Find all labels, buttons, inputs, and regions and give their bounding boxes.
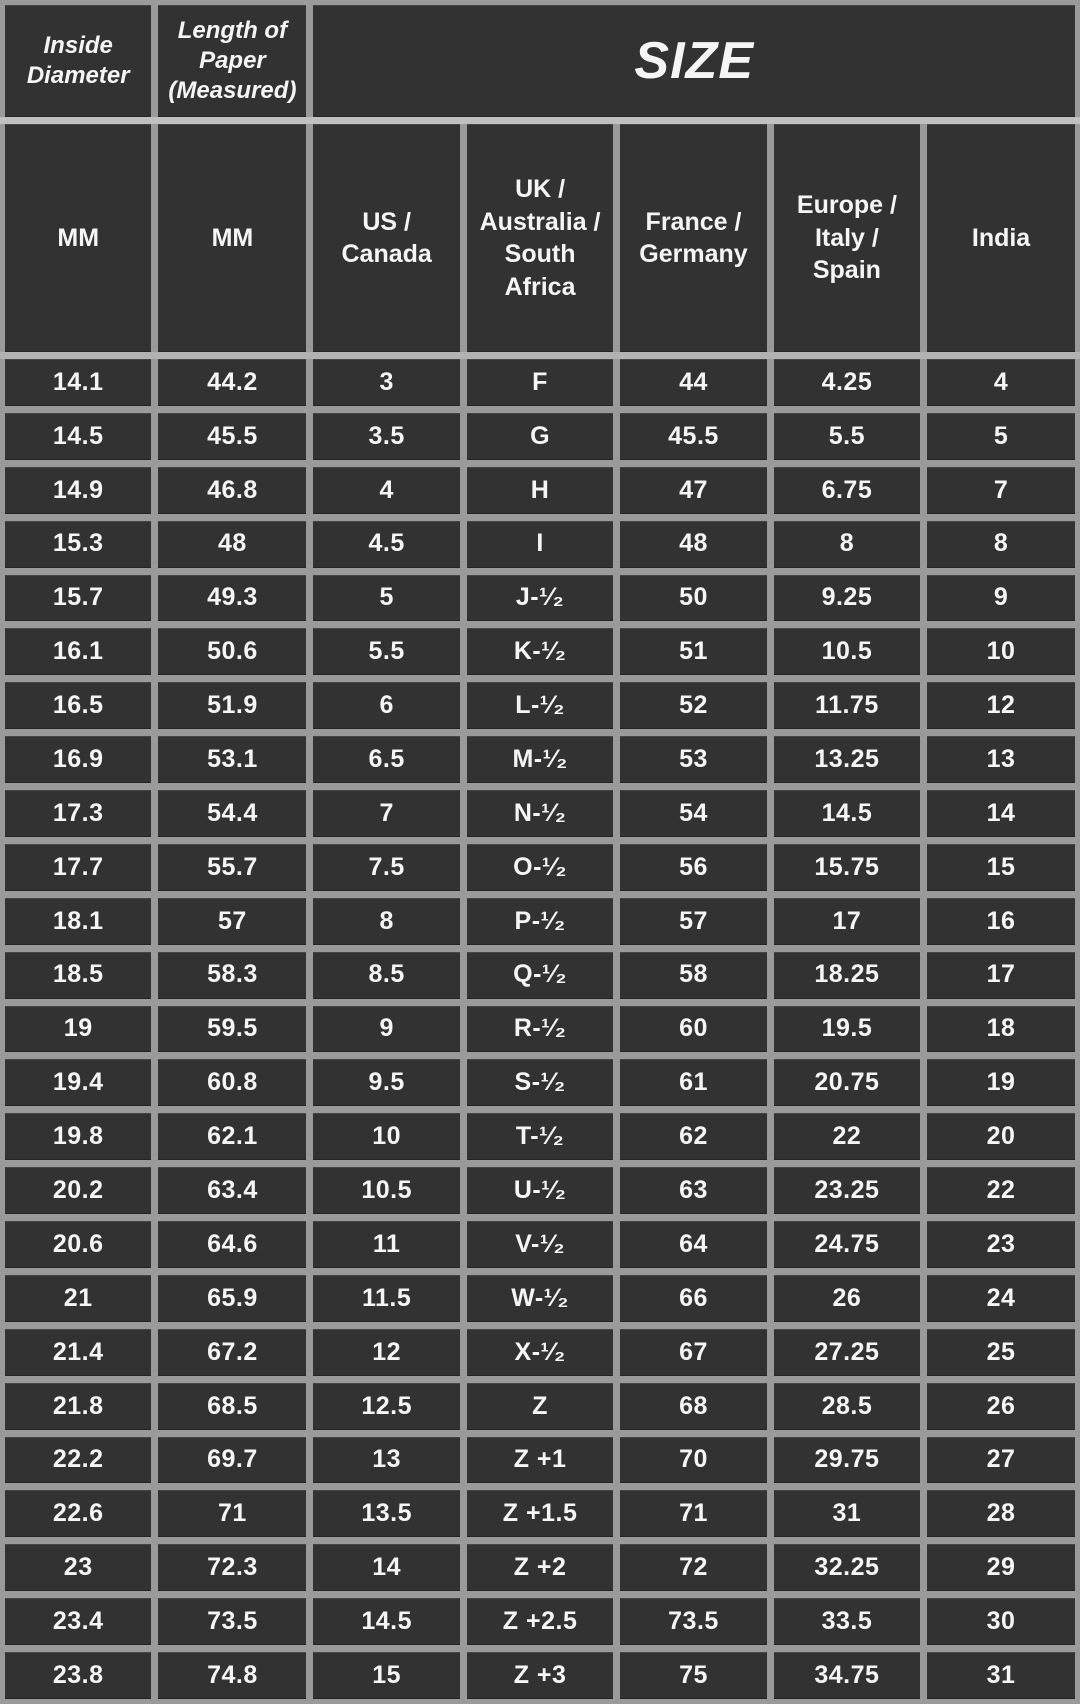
cell-india-row16: 22 xyxy=(927,1167,1075,1214)
cell-inside-diameter-mm-row4: 15.3 xyxy=(5,521,151,568)
cell-india-row12: 17 xyxy=(927,952,1075,999)
cell-paper-length-mm-row14: 60.8 xyxy=(158,1059,306,1106)
cell-india-row11: 16 xyxy=(927,898,1075,945)
cell-us-canada-row11: 8 xyxy=(313,898,459,945)
cell-uk-aus-sa-row2: G xyxy=(467,413,613,460)
cell-paper-length-mm-row8: 53.1 xyxy=(158,736,306,783)
cell-france-germany-row14: 61 xyxy=(620,1059,766,1106)
cell-us-canada-row23: 14 xyxy=(313,1544,459,1591)
cell-india-row10: 15 xyxy=(927,844,1075,891)
cell-europe-italy-spain-row19: 27.25 xyxy=(774,1329,920,1376)
cell-europe-italy-spain-row23: 32.25 xyxy=(774,1544,920,1591)
cell-paper-length-mm-row15: 62.1 xyxy=(158,1113,306,1160)
cell-inside-diameter-mm-row17: 20.6 xyxy=(5,1221,151,1268)
cell-india-row7: 12 xyxy=(927,682,1075,729)
cell-inside-diameter-mm-row8: 16.9 xyxy=(5,736,151,783)
cell-europe-italy-spain-row24: 33.5 xyxy=(774,1598,920,1645)
cell-india-row19: 25 xyxy=(927,1329,1075,1376)
cell-inside-diameter-mm-row10: 17.7 xyxy=(5,844,151,891)
cell-europe-italy-spain-row11: 17 xyxy=(774,898,920,945)
cell-paper-length-mm-row17: 64.6 xyxy=(158,1221,306,1268)
cell-us-canada-row16: 10.5 xyxy=(313,1167,459,1214)
cell-us-canada-row10: 7.5 xyxy=(313,844,459,891)
cell-europe-italy-spain-row17: 24.75 xyxy=(774,1221,920,1268)
cell-inside-diameter-mm-row9: 17.3 xyxy=(5,790,151,837)
cell-uk-aus-sa-row6: K-¹⁄₂ xyxy=(467,628,613,675)
cell-france-germany-row8: 53 xyxy=(620,736,766,783)
cell-india-row2: 5 xyxy=(927,413,1075,460)
cell-paper-length-mm-row5: 49.3 xyxy=(158,575,306,622)
cell-paper-length-mm-row9: 54.4 xyxy=(158,790,306,837)
cell-uk-aus-sa-row13: R-¹⁄₂ xyxy=(467,1006,613,1053)
cell-us-canada-row22: 13.5 xyxy=(313,1490,459,1537)
cell-france-germany-row1: 44 xyxy=(620,359,766,406)
cell-europe-italy-spain-row9: 14.5 xyxy=(774,790,920,837)
cell-europe-italy-spain-row15: 22 xyxy=(774,1113,920,1160)
cell-inside-diameter-mm-row1: 14.1 xyxy=(5,359,151,406)
cell-paper-length-mm-row6: 50.6 xyxy=(158,628,306,675)
cell-france-germany-row6: 51 xyxy=(620,628,766,675)
cell-uk-aus-sa-row21: Z +1 xyxy=(467,1437,613,1484)
cell-us-canada-row13: 9 xyxy=(313,1006,459,1053)
cell-us-canada-row18: 11.5 xyxy=(313,1275,459,1322)
cell-us-canada-row14: 9.5 xyxy=(313,1059,459,1106)
cell-uk-aus-sa-row17: V-¹⁄₂ xyxy=(467,1221,613,1268)
cell-india-row8: 13 xyxy=(927,736,1075,783)
cell-uk-aus-sa-row20: Z xyxy=(467,1383,613,1430)
cell-france-germany-row10: 56 xyxy=(620,844,766,891)
cell-uk-aus-sa-row3: H xyxy=(467,467,613,514)
cell-france-germany-row23: 72 xyxy=(620,1544,766,1591)
subheader-india: India xyxy=(927,124,1075,352)
cell-india-row9: 14 xyxy=(927,790,1075,837)
cell-us-canada-row2: 3.5 xyxy=(313,413,459,460)
cell-inside-diameter-mm-row15: 19.8 xyxy=(5,1113,151,1160)
cell-inside-diameter-mm-row2: 14.5 xyxy=(5,413,151,460)
cell-india-row15: 20 xyxy=(927,1113,1075,1160)
cell-france-germany-row16: 63 xyxy=(620,1167,766,1214)
cell-france-germany-row12: 58 xyxy=(620,952,766,999)
cell-uk-aus-sa-row4: I xyxy=(467,521,613,568)
cell-france-germany-row13: 60 xyxy=(620,1006,766,1053)
cell-inside-diameter-mm-row21: 22.2 xyxy=(5,1437,151,1484)
cell-uk-aus-sa-row8: M-¹⁄₂ xyxy=(467,736,613,783)
cell-india-row3: 7 xyxy=(927,467,1075,514)
cell-europe-italy-spain-row10: 15.75 xyxy=(774,844,920,891)
cell-india-row18: 24 xyxy=(927,1275,1075,1322)
cell-uk-aus-sa-row14: S-¹⁄₂ xyxy=(467,1059,613,1106)
cell-europe-italy-spain-row3: 6.75 xyxy=(774,467,920,514)
cell-inside-diameter-mm-row23: 23 xyxy=(5,1544,151,1591)
cell-india-row21: 27 xyxy=(927,1437,1075,1484)
cell-india-row13: 18 xyxy=(927,1006,1075,1053)
cell-europe-italy-spain-row22: 31 xyxy=(774,1490,920,1537)
cell-india-row17: 23 xyxy=(927,1221,1075,1268)
cell-europe-italy-spain-row6: 10.5 xyxy=(774,628,920,675)
cell-india-row14: 19 xyxy=(927,1059,1075,1106)
cell-inside-diameter-mm-row7: 16.5 xyxy=(5,682,151,729)
cell-paper-length-mm-row10: 55.7 xyxy=(158,844,306,891)
cell-india-row1: 4 xyxy=(927,359,1075,406)
header-size-title: SIZE xyxy=(313,5,1075,117)
cell-us-canada-row15: 10 xyxy=(313,1113,459,1160)
cell-europe-italy-spain-row20: 28.5 xyxy=(774,1383,920,1430)
cell-france-germany-row19: 67 xyxy=(620,1329,766,1376)
cell-us-canada-row21: 13 xyxy=(313,1437,459,1484)
cell-paper-length-mm-row19: 67.2 xyxy=(158,1329,306,1376)
cell-uk-aus-sa-row18: W-¹⁄₂ xyxy=(467,1275,613,1322)
cell-france-germany-row20: 68 xyxy=(620,1383,766,1430)
cell-europe-italy-spain-row13: 19.5 xyxy=(774,1006,920,1053)
cell-europe-italy-spain-row7: 11.75 xyxy=(774,682,920,729)
cell-inside-diameter-mm-row24: 23.4 xyxy=(5,1598,151,1645)
cell-europe-italy-spain-row21: 29.75 xyxy=(774,1437,920,1484)
cell-us-canada-row7: 6 xyxy=(313,682,459,729)
cell-france-germany-row9: 54 xyxy=(620,790,766,837)
cell-inside-diameter-mm-row22: 22.6 xyxy=(5,1490,151,1537)
cell-france-germany-row4: 48 xyxy=(620,521,766,568)
cell-india-row20: 26 xyxy=(927,1383,1075,1430)
cell-europe-italy-spain-row25: 34.75 xyxy=(774,1652,920,1699)
cell-paper-length-mm-row2: 45.5 xyxy=(158,413,306,460)
cell-us-canada-row8: 6.5 xyxy=(313,736,459,783)
cell-uk-aus-sa-row5: J-¹⁄₂ xyxy=(467,575,613,622)
cell-france-germany-row15: 62 xyxy=(620,1113,766,1160)
subheader-us-canada: US / Canada xyxy=(313,124,459,352)
cell-inside-diameter-mm-row19: 21.4 xyxy=(5,1329,151,1376)
cell-paper-length-mm-row12: 58.3 xyxy=(158,952,306,999)
cell-inside-diameter-mm-row25: 23.8 xyxy=(5,1652,151,1699)
cell-inside-diameter-mm-row5: 15.7 xyxy=(5,575,151,622)
cell-india-row25: 31 xyxy=(927,1652,1075,1699)
cell-inside-diameter-mm-row16: 20.2 xyxy=(5,1167,151,1214)
cell-uk-aus-sa-row7: L-¹⁄₂ xyxy=(467,682,613,729)
cell-uk-aus-sa-row15: T-¹⁄₂ xyxy=(467,1113,613,1160)
cell-europe-italy-spain-row16: 23.25 xyxy=(774,1167,920,1214)
cell-paper-length-mm-row23: 72.3 xyxy=(158,1544,306,1591)
cell-inside-diameter-mm-row18: 21 xyxy=(5,1275,151,1322)
cell-paper-length-mm-row20: 68.5 xyxy=(158,1383,306,1430)
cell-france-germany-row22: 71 xyxy=(620,1490,766,1537)
cell-france-germany-row21: 70 xyxy=(620,1437,766,1484)
cell-europe-italy-spain-row4: 8 xyxy=(774,521,920,568)
cell-uk-aus-sa-row23: Z +2 xyxy=(467,1544,613,1591)
cell-us-canada-row5: 5 xyxy=(313,575,459,622)
cell-us-canada-row25: 15 xyxy=(313,1652,459,1699)
cell-paper-length-mm-row13: 59.5 xyxy=(158,1006,306,1053)
cell-inside-diameter-mm-row12: 18.5 xyxy=(5,952,151,999)
cell-paper-length-mm-row1: 44.2 xyxy=(158,359,306,406)
cell-us-canada-row9: 7 xyxy=(313,790,459,837)
cell-us-canada-row12: 8.5 xyxy=(313,952,459,999)
cell-europe-italy-spain-row1: 4.25 xyxy=(774,359,920,406)
subheader-paper-length-mm: MM xyxy=(158,124,306,352)
cell-france-germany-row2: 45.5 xyxy=(620,413,766,460)
cell-india-row24: 30 xyxy=(927,1598,1075,1645)
cell-europe-italy-spain-row8: 13.25 xyxy=(774,736,920,783)
subheader-france-germany: France / Germany xyxy=(620,124,766,352)
cell-uk-aus-sa-row11: P-¹⁄₂ xyxy=(467,898,613,945)
cell-paper-length-mm-row24: 73.5 xyxy=(158,1598,306,1645)
cell-uk-aus-sa-row1: F xyxy=(467,359,613,406)
cell-uk-aus-sa-row12: Q-¹⁄₂ xyxy=(467,952,613,999)
header-length-of-paper: Length of Paper (Measured) xyxy=(158,5,306,117)
cell-europe-italy-spain-row14: 20.75 xyxy=(774,1059,920,1106)
cell-us-canada-row20: 12.5 xyxy=(313,1383,459,1430)
cell-france-germany-row7: 52 xyxy=(620,682,766,729)
cell-us-canada-row17: 11 xyxy=(313,1221,459,1268)
cell-inside-diameter-mm-row13: 19 xyxy=(5,1006,151,1053)
cell-europe-italy-spain-row12: 18.25 xyxy=(774,952,920,999)
cell-france-germany-row5: 50 xyxy=(620,575,766,622)
cell-us-canada-row1: 3 xyxy=(313,359,459,406)
cell-india-row4: 8 xyxy=(927,521,1075,568)
cell-france-germany-row11: 57 xyxy=(620,898,766,945)
cell-us-canada-row6: 5.5 xyxy=(313,628,459,675)
cell-india-row23: 29 xyxy=(927,1544,1075,1591)
cell-paper-length-mm-row22: 71 xyxy=(158,1490,306,1537)
cell-uk-aus-sa-row22: Z +1.5 xyxy=(467,1490,613,1537)
cell-us-canada-row19: 12 xyxy=(313,1329,459,1376)
cell-europe-italy-spain-row2: 5.5 xyxy=(774,413,920,460)
cell-uk-aus-sa-row25: Z +3 xyxy=(467,1652,613,1699)
cell-paper-length-mm-row7: 51.9 xyxy=(158,682,306,729)
cell-india-row6: 10 xyxy=(927,628,1075,675)
cell-paper-length-mm-row21: 69.7 xyxy=(158,1437,306,1484)
cell-inside-diameter-mm-row3: 14.9 xyxy=(5,467,151,514)
cell-france-germany-row17: 64 xyxy=(620,1221,766,1268)
cell-paper-length-mm-row18: 65.9 xyxy=(158,1275,306,1322)
cell-us-canada-row24: 14.5 xyxy=(313,1598,459,1645)
cell-india-row22: 28 xyxy=(927,1490,1075,1537)
subheader-uk-australia-south-africa: UK / Australia / South Africa xyxy=(467,124,613,352)
cell-paper-length-mm-row25: 74.8 xyxy=(158,1652,306,1699)
cell-inside-diameter-mm-row14: 19.4 xyxy=(5,1059,151,1106)
cell-uk-aus-sa-row10: O-¹⁄₂ xyxy=(467,844,613,891)
cell-inside-diameter-mm-row11: 18.1 xyxy=(5,898,151,945)
cell-uk-aus-sa-row16: U-¹⁄₂ xyxy=(467,1167,613,1214)
cell-france-germany-row3: 47 xyxy=(620,467,766,514)
cell-paper-length-mm-row4: 48 xyxy=(158,521,306,568)
cell-france-germany-row24: 73.5 xyxy=(620,1598,766,1645)
subheader-europe-italy-spain: Europe / Italy / Spain xyxy=(774,124,920,352)
cell-france-germany-row18: 66 xyxy=(620,1275,766,1322)
cell-france-germany-row25: 75 xyxy=(620,1652,766,1699)
cell-india-row5: 9 xyxy=(927,575,1075,622)
header-inside-diameter: Inside Diameter xyxy=(5,5,151,117)
cell-us-canada-row3: 4 xyxy=(313,467,459,514)
subheader-inside-diameter-mm: MM xyxy=(5,124,151,352)
cell-uk-aus-sa-row24: Z +2.5 xyxy=(467,1598,613,1645)
cell-paper-length-mm-row11: 57 xyxy=(158,898,306,945)
cell-uk-aus-sa-row9: N-¹⁄₂ xyxy=(467,790,613,837)
cell-europe-italy-spain-row18: 26 xyxy=(774,1275,920,1322)
cell-inside-diameter-mm-row6: 16.1 xyxy=(5,628,151,675)
cell-europe-italy-spain-row5: 9.25 xyxy=(774,575,920,622)
cell-paper-length-mm-row16: 63.4 xyxy=(158,1167,306,1214)
cell-us-canada-row4: 4.5 xyxy=(313,521,459,568)
cell-paper-length-mm-row3: 46.8 xyxy=(158,467,306,514)
cell-inside-diameter-mm-row20: 21.8 xyxy=(5,1383,151,1430)
cell-uk-aus-sa-row19: X-¹⁄₂ xyxy=(467,1329,613,1376)
